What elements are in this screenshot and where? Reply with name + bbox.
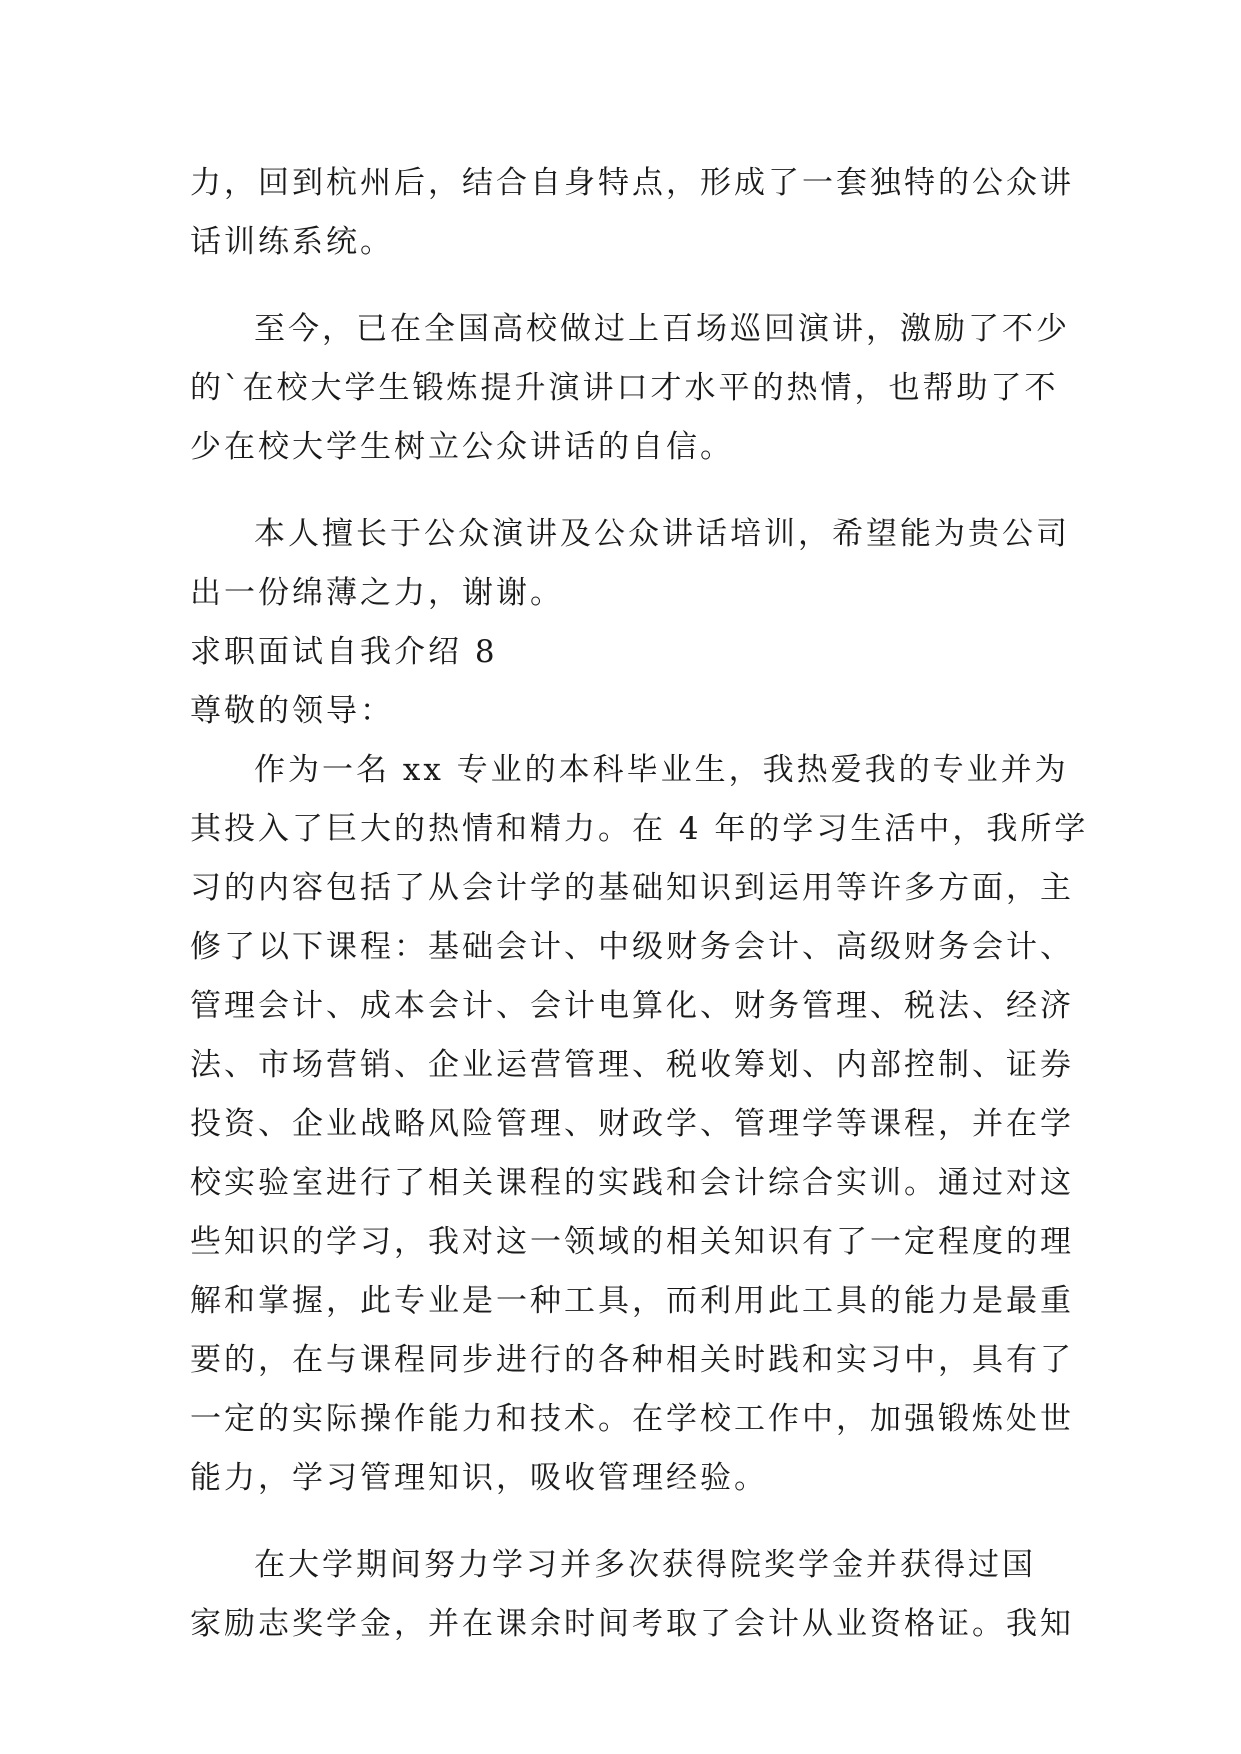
section-heading (190, 623, 1060, 682)
salutation (190, 682, 1060, 741)
text-line: 尊敬的领导： (190, 693, 394, 729)
paragraph-gap (190, 477, 1060, 505)
text-line: 本人擅长于公众演讲及公众讲话培训，希望能为贵公司 (254, 516, 1070, 552)
text-line: 能力，学习管理知识，吸收管理经验。 (190, 1460, 768, 1496)
text-line: 求职面试自我介绍 8 (190, 634, 498, 670)
text-line: 少在校大学生树立公众讲话的自信。 (190, 429, 734, 465)
paragraph (190, 505, 1070, 623)
text-line: 在大学期间努力学习并多次获得院奖学金并获得过国 (254, 1547, 1036, 1583)
text-line: 一定的实际操作能力和技术。在学校工作中，加强锻炼处世 (190, 1401, 1074, 1437)
text-line: 管理会计、成本会计、会计电算化、财务管理、税法、经济 (190, 988, 1074, 1024)
text-line: 力，回到杭州后，结合自身特点，形成了一套独特的公众讲 (190, 165, 1074, 201)
text-line: 校实验室进行了相关课程的实践和会计综合实训。通过对这 (190, 1165, 1074, 1201)
text-line: 家励志奖学金，并在课余时间考取了会计从业资格证。我知 (190, 1606, 1074, 1642)
paragraph (190, 300, 1070, 477)
document-body (190, 154, 1089, 1654)
paragraph-gap (190, 1508, 1060, 1536)
text-line: 投资、企业战略风险管理、财政学、管理学等课程，并在学 (190, 1106, 1074, 1142)
text-line: 作为一名 xx 专业的本科毕业生，我热爱我的专业并为 (254, 752, 1069, 788)
text-line: 要的，在与课程同步进行的各种相关时践和实习中，具有了 (190, 1342, 1074, 1378)
text-line: 话训练系统。 (190, 224, 394, 260)
paragraph (190, 741, 1089, 1508)
text-line: 习的内容包括了从会计学的基础知识到运用等许多方面，主 (190, 870, 1074, 906)
text-line: 至今，已在全国高校做过上百场巡回演讲，激励了不少 (254, 311, 1070, 347)
paragraph (190, 154, 1074, 272)
text-line: 出一份绵薄之力，谢谢。 (190, 575, 564, 611)
paragraph (190, 1536, 1074, 1654)
text-line: 修了以下课程：基础会计、中级财务会计、高级财务会计、 (190, 929, 1074, 965)
text-line: 些知识的学习，我对这一领域的相关知识有了一定程度的理 (190, 1224, 1074, 1260)
paragraph-gap (190, 272, 1060, 300)
text-line: 其投入了巨大的热情和精力。在 4 年的学习生活中，我所学 (190, 811, 1089, 847)
text-line: 的`在校大学生锻炼提升演讲口才水平的热情，也帮助了不 (190, 370, 1059, 406)
text-line: 法、市场营销、企业运营管理、税收筹划、内部控制、证券 (190, 1047, 1074, 1083)
text-line: 解和掌握，此专业是一种工具，而利用此工具的能力是最重 (190, 1283, 1074, 1319)
